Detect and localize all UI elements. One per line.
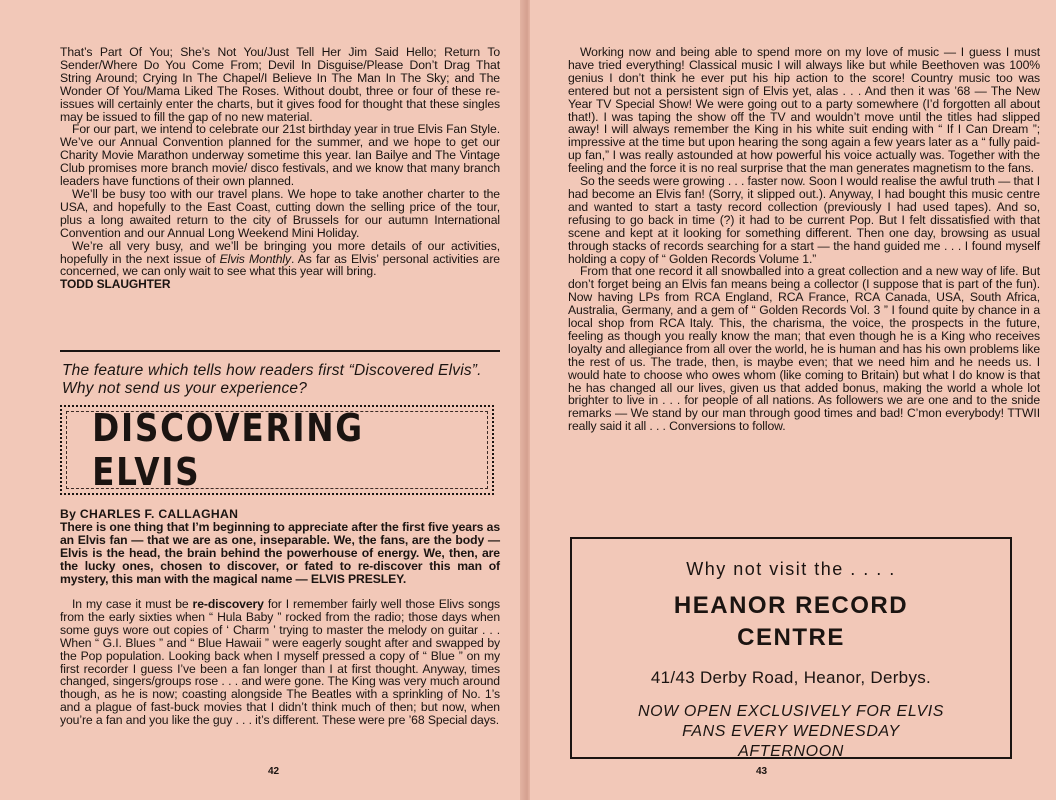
- feature-intro: The feature which tells how readers first “Discovered Elvis”. Why not send us your experience?: [62, 362, 482, 397]
- byline: By CHARLES F. CALLAGHAN: [60, 507, 239, 521]
- page-number-left: 42: [268, 766, 280, 777]
- activities-text-post: . As far as Elvis’ personal activities are concerned, we can only wait to see what this year will bring.: [60, 251, 500, 279]
- article-continuation: [60, 46, 500, 291]
- advert-opening-line3: AFTERNOON: [738, 743, 844, 760]
- advert-opening-line2: FANS EVERY WEDNESDAY: [682, 723, 900, 740]
- paragraph-rediscovery: [60, 598, 500, 727]
- paragraph-collection: From that one record it all snowballed into a great collection and a new way of life. But don’t forget being an Elvis fan means being a collector (I suppose that is part of the fun). Now having LPs from RCA England, RCA France, RCA Canada, USA, South Africa, Australia, Germany, and a gem of “ Golden Records Vol. 3 ” I found quite by chance in a local shop from RCA Italy. This, the charisma, the voice, the prospects in the future, feeling as though you really know the man; that even though he is a King who receives loyalty and allegiance from all over the world, he is human and has his own problems like the rest of us. The trade, then, is maybe even; that we need him and he needs us. I would hate to choose who owes whom (like coming to Britain) but what I do know is that he has changed all our lives, given us that added bonus, making the world a whole lot brighter to live in . . . for people of all nations. As followers we are one and to the snide remarks — We stand by our man through good times and bad! C’mon everybody! TTWII really said it all . . . Conversions to follow.: [568, 264, 1040, 434]
- section-divider: [60, 350, 500, 352]
- author-signature: TODD SLAUGHTER: [60, 277, 171, 292]
- page-number-right: 43: [756, 766, 768, 777]
- feature-title-box: [60, 405, 494, 495]
- advert-shop-name-line1: HEANOR RECORD: [673, 592, 909, 619]
- paragraph-reissues: That’s Part Of You; She’s Not You/Just Tell Her Jim Said Hello; Return To Sender/Where Do You Come From; Devil In Disguise/Please Don’t Drag That String Around; Crying In The Chapel/I Believe In The Man In The Sky; and The Wonder Of You/Mama Liked The Roses. Without doubt, three or four of these re-issues will certainly enter the charts, but it gives food for thought that these singles may be issued to fill the gap of no new material.: [60, 45, 500, 124]
- activities-text-pre: We’re all very busy, and we’ll be bringing you more details of our activities, hopefully in the next issue of: [60, 238, 500, 266]
- advert-opening: [572, 702, 1010, 762]
- feature-title: DISCOVERING ELVIS: [92, 406, 364, 494]
- paragraph-music-love: Working now and being able to spend more on my love of music — I guess I must have tried everything! Classical music I will always like but while Beethoven was 100% genius I don’t think he ever put his hip action to the score! Country music too was entered but not a persistent sign of Elvis yet, alas . . . And then it was ’68 — The New Year TV Special Show! We were going out to a party somewhere (I’d forgotten all about that!). I was taping the show off the TV and wouldn’t move until the titles had slipped away! I will always remember the King in his white suit ending with “ If I Can Dream ”; impressive at the time but upon hearing the song again a few years later as a “ fully paid-up fan,” I was really astounded at how powerful his voice actually was. Together with the feeling and the force it is no real surprise that the man generates magnetism to the fans.: [568, 45, 1040, 176]
- left-page: [0, 0, 526, 800]
- rediscovery-emphasis: re-discovery: [192, 597, 264, 611]
- elvis-monthly-title: Elvis Monthly: [219, 251, 291, 266]
- article-body: [60, 598, 500, 727]
- advert-shop-name: [572, 590, 1010, 654]
- paragraph-birthday-year: For our part, we intend to celebrate our 21st birthday year in true Elvis Fan Style. We’ve our Annual Convention planned for the summer, and we hope to get our Charity Movie Marathon underway sometime this year. Ian Bailye and The Vintage Club promises more branch movie/ disco festivals, and we know that many branch leaders have functions of their own planned.: [60, 122, 500, 189]
- rediscovery-text-pre: In my case it must be: [72, 597, 193, 611]
- lead-paragraph: There is one thing that I’m beginning to appreciate after the first five years as an Elvis fan — that we are as one, inseparable. We, the fans, are the body — Elvis is the head, the brain behind the powerhouse of energy. We, then, are the lucky ones, chosen to discover, or fated to re-discover this man of mystery, this man with the magical name — ELVIS PRESLEY.: [60, 519, 500, 586]
- paragraph-seeds-growing: So the seeds were growing . . . faster now. Soon I would realise the awful truth — that I had become an Elvis fan! (Sorry, it slipped out.). Anyway, I had bought this music centre and wanted to start a tasty record collection (previously I had used tapes). And so, refusing to go back in time (?) it had to be current Pop. But I felt dissatisfied with that scene and kept at it looking for something different. Then one day, browsing as usual through stacks of records searching for a start — the hand guided me . . . I found myself holding a copy of “ Golden Records Volume 1.”: [568, 174, 1040, 266]
- advert-address: 41/43 Derby Road, Heanor, Derbys.: [650, 668, 932, 687]
- advert-opening-line1: NOW OPEN EXCLUSIVELY FOR ELVIS: [637, 703, 945, 720]
- article-continued: [568, 46, 1040, 433]
- advert-tagline: Why not visit the . . . .: [686, 559, 896, 579]
- rediscovery-text-post: for I remember fairly well those Elivs songs from the early sixties when “ Hula Baby ” rocked from the radio; those days when some guys wore out copies of ‘ Charm ’ trying to master the melody on guitar . . . When “ G.I. Blues ” and “ Blue Hawaii ” were eagerly sought after and swapped by the Pop population. Looking back when I myself pressed a copy of “ Blue ” on my first recorder I guess I’ve been a fan longer than I at first thought. Anyway, times changed, singers/groups rose . . . and were gone. The King was very much around though, as he is now; coasting alongside The Beatles with a sprinkling of No. 1’s and a plague of fast-buck movies that I didn’t think much of then; but now, when you’re a fan and you like the guy . . . it’s different. These were pre ’68 Special days.: [60, 597, 500, 728]
- paragraph-travel-plans: We’ll be busy too with our travel plans. We hope to take another charter to the USA, and hopefully to the East Coast, cutting down the selling price of the tour, plus a long awaited return to the city of Brussels for our autumn International Convention and our Annual Long Weekend Mini Holiday.: [60, 186, 500, 240]
- paragraph-activities: [60, 240, 500, 279]
- discovering-elvis-article: [60, 508, 500, 585]
- advert-shop-name-line2: CENTRE: [737, 624, 845, 651]
- record-shop-advert: [570, 537, 1012, 759]
